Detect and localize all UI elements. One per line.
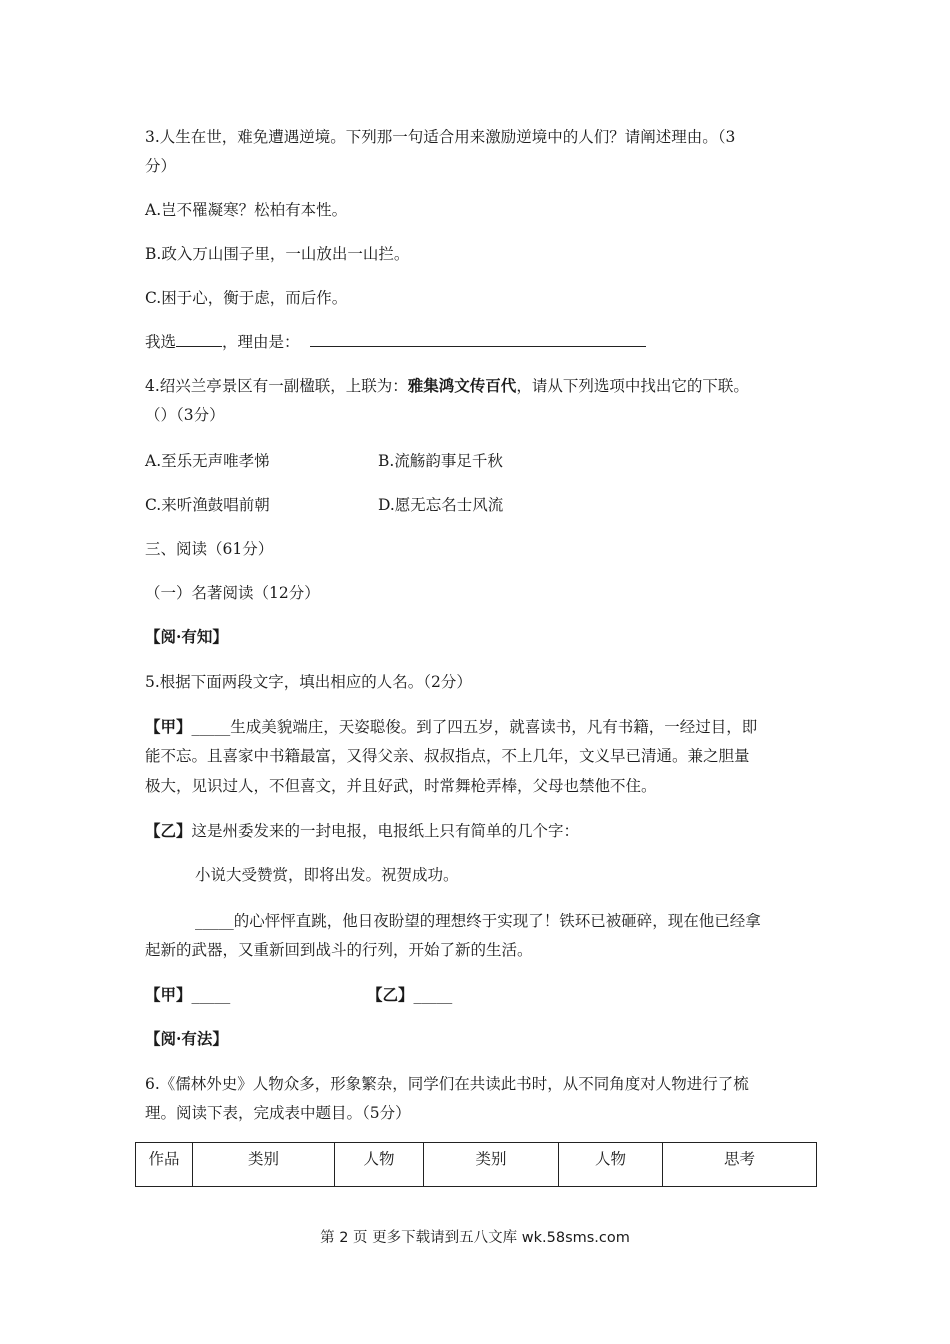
read-know-heading: 【阅·有知】 — [145, 627, 228, 646]
q5-jia-tag: 【甲】 — [145, 717, 192, 736]
q5-jia-line2: 能不忘。且喜家中书籍最富，又得父亲、叔叔指点，不上几年，文义早已清通。兼之胆量 — [145, 747, 750, 765]
q4-prefix: 4.绍兴兰亭景区有一副楹联，上联为： — [145, 377, 408, 395]
q5-title: 5.根据下面两段文字，填出相应的人名。（2分） — [145, 673, 472, 691]
q4-option-a: A.至乐无声唯孝悌 — [145, 452, 270, 470]
table-header-row — [136, 1143, 817, 1187]
part-heading: （一）名著阅读（12分） — [145, 584, 320, 602]
q3-text-line1: 3.人生在世，难免遭遇逆境。下列那一句适合用来激励逆境中的人们？请阐述理由。（3 — [145, 128, 736, 146]
q3-option-b: B.政入万山围子里，一山放出一山拦。 — [145, 245, 410, 263]
q5-answer-jia-tag: 【甲】 — [145, 985, 192, 1004]
q3-option-a: A.岂不罹凝寒？松柏有本性。 — [145, 201, 348, 219]
table-header-cell: 人物 — [335, 1143, 424, 1187]
q5-yi-text3: 的心怦怦直跳，他日夜盼望的理想终于实现了！铁环已被砸碎，现在他已经拿 — [233, 912, 761, 930]
q5-answer-yi-blank[interactable]: _____ — [413, 986, 453, 1004]
q4-text-line1 — [145, 375, 749, 397]
q5-answer-yi — [367, 984, 452, 1006]
read-method-heading: 【阅·有法】 — [145, 1029, 228, 1048]
table-header-cell: 类别 — [424, 1143, 559, 1187]
q6-text-line2: 理。阅读下表，完成表中题目。（5分） — [145, 1104, 411, 1122]
q5-jia-text: 生成美貌端庄，天姿聪俊。到了四五岁，就喜读书，凡有书籍，一经过目，即 — [230, 718, 758, 736]
q5-jia-blank[interactable]: _____ — [191, 718, 231, 736]
q5-yi-line1 — [145, 820, 579, 842]
q4-text-line2: （）（3分） — [145, 406, 225, 424]
q3-option-c: C.困于心，衡于虑，而后作。 — [145, 289, 348, 307]
q6-text-line1: 6.《儒林外史》人物众多，形象繁杂，同学们在共读此书时，从不同角度对人物进行了梳 — [145, 1075, 749, 1093]
table-header-cell: 作品 — [136, 1143, 193, 1187]
q5-yi-text: 这是州委发来的一封电报，电报纸上只有简单的几个字： — [191, 822, 580, 840]
table-header-cell: 类别 — [193, 1143, 335, 1187]
q5-jia-line1 — [145, 716, 757, 738]
q5-yi-blank[interactable]: _____ — [195, 912, 234, 930]
q3-choice-blank[interactable] — [176, 331, 222, 347]
q5-yi-line4: 起新的武器，又重新回到战斗的行列，开始了新的生活。 — [145, 941, 533, 959]
q5-yi-telegram: 小说大受赞赏，即将出发。祝贺成功。 — [195, 866, 459, 884]
q4-option-d: D.愿无忘名士风流 — [378, 496, 504, 514]
q3-reason-blank[interactable] — [310, 331, 646, 347]
q3-answer-mid: ，理由是： — [222, 333, 300, 351]
q4-suffix: ，请从下列选项中找出它的下联。 — [516, 377, 749, 395]
q5-answer-jia-blank[interactable]: _____ — [191, 986, 231, 1004]
q4-option-b: B.流觞韵事足千秋 — [378, 452, 503, 470]
q5-answer-jia — [145, 984, 230, 1006]
q4-option-c: C.来听渔鼓唱前朝 — [145, 496, 270, 514]
page-footer: 第 2 页 更多下载请到五八文库 wk.58sms.com — [320, 1230, 630, 1246]
q5-yi-line3 — [195, 910, 761, 932]
q5-answer-yi-tag: 【乙】 — [367, 985, 414, 1004]
section-heading: 三、阅读（61分） — [145, 540, 274, 558]
table-header-cell: 人物 — [559, 1143, 663, 1187]
q4-couplet-bold: 雅集鸿文传百代 — [407, 376, 517, 395]
q3-answer-prefix: 我选 — [145, 333, 177, 351]
q5-jia-line3: 极大，见识过人，不但喜文，并且好武，时常舞枪弄棒，父母也禁他不住。 — [145, 777, 657, 795]
q3-text-line2: 分） — [145, 157, 177, 175]
table-header-cell: 思考 — [663, 1143, 817, 1187]
q5-yi-tag: 【乙】 — [145, 821, 192, 840]
q3-answer-line — [145, 331, 646, 353]
character-table — [135, 1142, 817, 1187]
